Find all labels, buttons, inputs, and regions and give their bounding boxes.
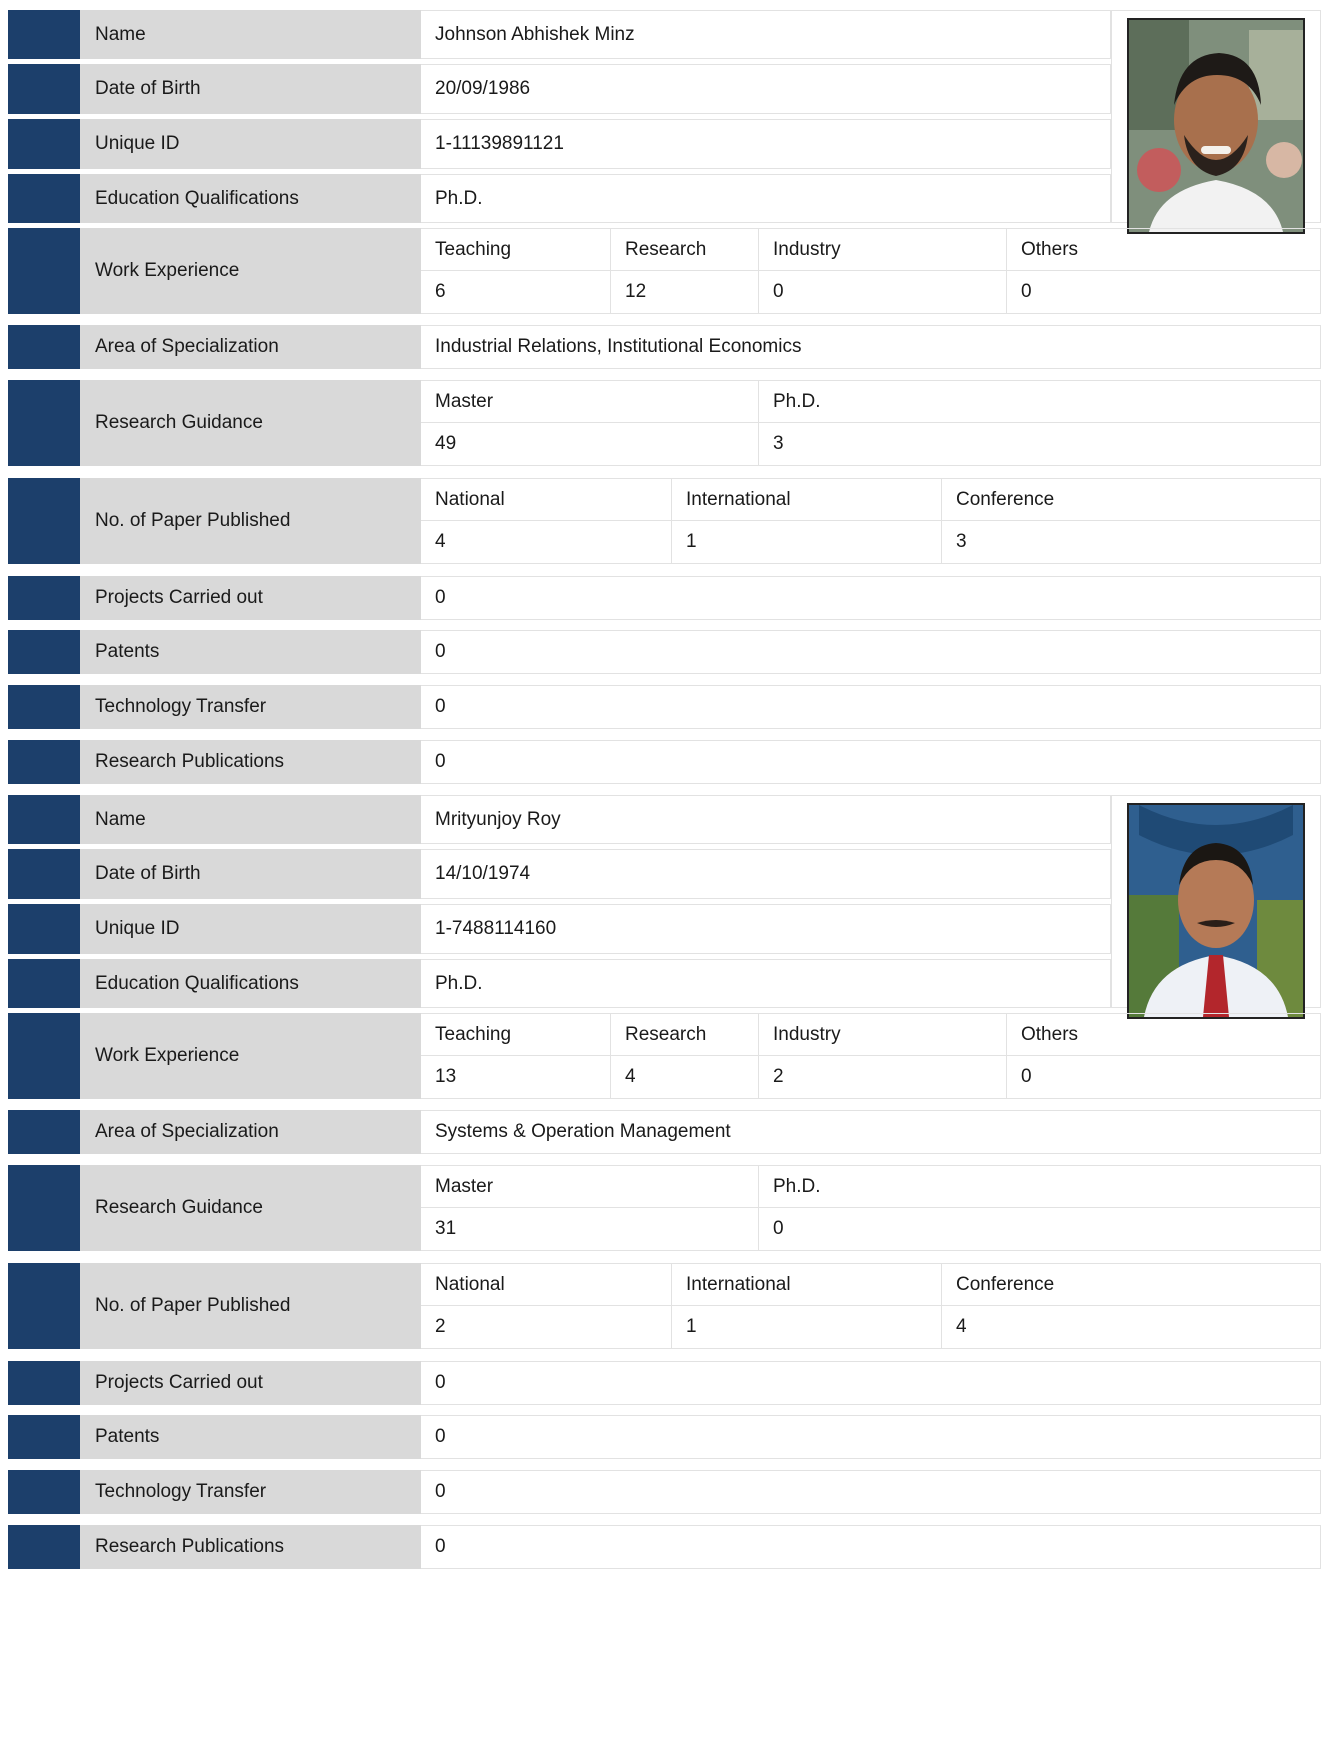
- row-technology-transfer: [8, 685, 1321, 729]
- field-label: Research Publications: [80, 1525, 421, 1569]
- row-accent: [8, 325, 80, 369]
- research-publications-value: 0: [421, 740, 1321, 784]
- profile-photo-image: [1129, 805, 1303, 1017]
- row-accent: [8, 174, 80, 223]
- specialization-value: Systems & Operation Management: [421, 1110, 1321, 1154]
- dob-value: 20/09/1986: [421, 64, 1111, 114]
- work-val-teaching: 13: [421, 1056, 611, 1098]
- work-experience-table: [421, 1013, 1321, 1099]
- row-patents: [8, 630, 1321, 674]
- field-label: Education Qualifications: [80, 174, 421, 223]
- work-head-others: Others: [1007, 229, 1321, 271]
- guidance-val-master: 49: [421, 423, 759, 465]
- field-label: No. of Paper Published: [80, 1263, 421, 1349]
- row-accent: [8, 228, 80, 314]
- unique-id-value: 1-7488114160: [421, 904, 1111, 954]
- guidance-head-master: Master: [421, 381, 759, 423]
- field-label: Technology Transfer: [80, 685, 421, 729]
- work-val-others: 0: [1007, 271, 1321, 313]
- education-value: Ph.D.: [421, 174, 1111, 223]
- row-accent: [8, 478, 80, 564]
- field-label: Patents: [80, 1415, 421, 1459]
- papers-val-conference: 3: [942, 521, 1321, 563]
- papers-head-national: National: [421, 479, 672, 521]
- work-head-others: Others: [1007, 1014, 1321, 1056]
- row-patents: [8, 1415, 1321, 1459]
- papers-head-national: National: [421, 1264, 672, 1306]
- row-accent: [8, 1263, 80, 1349]
- row-accent: [8, 10, 80, 59]
- patents-value: 0: [421, 1415, 1321, 1459]
- guidance-head-master: Master: [421, 1166, 759, 1208]
- row-accent: [8, 630, 80, 674]
- profile-photo: [1127, 18, 1305, 234]
- row-research-publications: [8, 740, 1321, 784]
- field-label: Research Publications: [80, 740, 421, 784]
- field-label: Projects Carried out: [80, 1361, 421, 1405]
- row-accent: [8, 380, 80, 466]
- work-experience-table: [421, 228, 1321, 314]
- field-label: Area of Specialization: [80, 1110, 421, 1154]
- guidance-val-phd: 0: [759, 1208, 1321, 1250]
- name-value: Johnson Abhishek Minz: [421, 10, 1111, 59]
- patents-value: 0: [421, 630, 1321, 674]
- work-val-industry: 2: [759, 1056, 1007, 1098]
- name-value: Mrityunjoy Roy: [421, 795, 1111, 844]
- projects-value: 0: [421, 576, 1321, 620]
- row-work-experience: [8, 228, 1321, 314]
- papers-val-international: 1: [672, 521, 942, 563]
- papers-val-national: 4: [421, 521, 672, 563]
- dob-value: 14/10/1974: [421, 849, 1111, 899]
- field-label: Research Guidance: [80, 380, 421, 466]
- papers-head-international: International: [672, 479, 942, 521]
- work-val-industry: 0: [759, 271, 1007, 313]
- work-val-teaching: 6: [421, 271, 611, 313]
- papers-table: [421, 1263, 1321, 1349]
- work-head-industry: Industry: [759, 1014, 1007, 1056]
- row-accent: [8, 576, 80, 620]
- work-head-industry: Industry: [759, 229, 1007, 271]
- row-accent: [8, 1013, 80, 1099]
- profile-photo-image: [1129, 20, 1303, 232]
- field-label: Research Guidance: [80, 1165, 421, 1251]
- papers-val-international: 1: [672, 1306, 942, 1348]
- guidance-head-phd: Ph.D.: [759, 381, 1321, 423]
- row-accent: [8, 795, 80, 844]
- guidance-val-phd: 3: [759, 423, 1321, 465]
- research-guidance-table: [421, 380, 1321, 466]
- work-head-teaching: Teaching: [421, 229, 611, 271]
- field-label: Projects Carried out: [80, 576, 421, 620]
- row-accent: [8, 119, 80, 169]
- row-papers-published: [8, 478, 1321, 564]
- row-papers-published: [8, 1263, 1321, 1349]
- papers-head-conference: Conference: [942, 1264, 1321, 1306]
- papers-val-national: 2: [421, 1306, 672, 1348]
- papers-val-conference: 4: [942, 1306, 1321, 1348]
- row-work-experience: [8, 1013, 1321, 1099]
- row-accent: [8, 685, 80, 729]
- work-head-teaching: Teaching: [421, 1014, 611, 1056]
- field-label: Unique ID: [80, 904, 421, 954]
- photo-frame: [1111, 10, 1321, 223]
- row-accent: [8, 1165, 80, 1251]
- specialization-value: Industrial Relations, Institutional Economics: [421, 325, 1321, 369]
- field-label: No. of Paper Published: [80, 478, 421, 564]
- papers-head-international: International: [672, 1264, 942, 1306]
- field-label: Work Experience: [80, 1013, 421, 1099]
- work-head-research: Research: [611, 1014, 759, 1056]
- education-value: Ph.D.: [421, 959, 1111, 1008]
- row-accent: [8, 64, 80, 114]
- row-technology-transfer: [8, 1470, 1321, 1514]
- field-label: Area of Specialization: [80, 325, 421, 369]
- papers-head-conference: Conference: [942, 479, 1321, 521]
- field-label: Education Qualifications: [80, 959, 421, 1008]
- field-label: Patents: [80, 630, 421, 674]
- guidance-val-master: 31: [421, 1208, 759, 1250]
- unique-id-value: 1-11139891121: [421, 119, 1111, 169]
- row-accent: [8, 1470, 80, 1514]
- research-guidance-table: [421, 1165, 1321, 1251]
- row-projects: [8, 1361, 1321, 1405]
- row-specialization: [8, 325, 1321, 369]
- work-val-others: 0: [1007, 1056, 1321, 1098]
- field-label: Unique ID: [80, 119, 421, 169]
- work-val-research: 4: [611, 1056, 759, 1098]
- photo-frame: [1111, 795, 1321, 1008]
- row-accent: [8, 1110, 80, 1154]
- row-accent: [8, 959, 80, 1008]
- row-accent: [8, 1415, 80, 1459]
- guidance-head-phd: Ph.D.: [759, 1166, 1321, 1208]
- field-label: Technology Transfer: [80, 1470, 421, 1514]
- row-accent: [8, 1525, 80, 1569]
- technology-transfer-value: 0: [421, 685, 1321, 729]
- profile-photo: [1127, 803, 1305, 1019]
- papers-table: [421, 478, 1321, 564]
- field-label: Date of Birth: [80, 64, 421, 114]
- work-val-research: 12: [611, 271, 759, 313]
- field-label: Name: [80, 795, 421, 844]
- technology-transfer-value: 0: [421, 1470, 1321, 1514]
- field-label: Date of Birth: [80, 849, 421, 899]
- row-accent: [8, 1361, 80, 1405]
- row-projects: [8, 576, 1321, 620]
- field-label: Name: [80, 10, 421, 59]
- row-research-guidance: [8, 380, 1321, 466]
- research-publications-value: 0: [421, 1525, 1321, 1569]
- row-accent: [8, 904, 80, 954]
- row-accent: [8, 740, 80, 784]
- row-research-guidance: [8, 1165, 1321, 1251]
- row-accent: [8, 849, 80, 899]
- field-label: Work Experience: [80, 228, 421, 314]
- row-specialization: [8, 1110, 1321, 1154]
- projects-value: 0: [421, 1361, 1321, 1405]
- work-head-research: Research: [611, 229, 759, 271]
- row-research-publications: [8, 1525, 1321, 1569]
